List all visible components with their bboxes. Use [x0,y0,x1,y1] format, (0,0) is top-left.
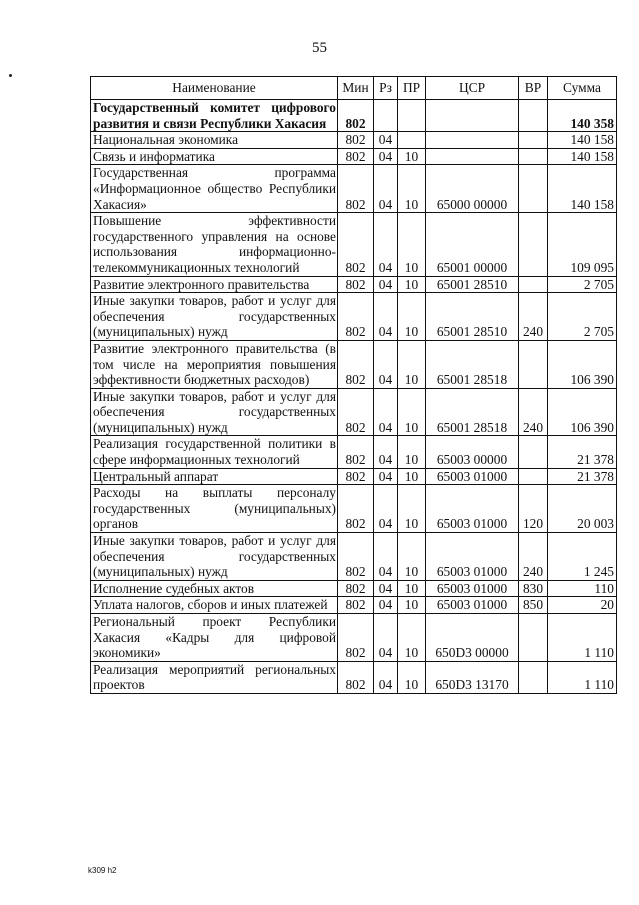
cell-name: Связь и информатика [91,148,338,165]
cell-csr: 65003 00000 [426,436,519,468]
cell-rz: 04 [374,340,398,388]
cell-sum: 1 245 [548,533,617,581]
cell-name: Развитие электронного правительства [91,276,338,293]
cell-csr: 65003 01000 [426,597,519,614]
table-row [91,276,617,293]
table-row [91,293,617,341]
cell-pr: 10 [398,614,426,662]
cell-min: 802 [338,132,374,149]
cell-sum: 1 110 [548,661,617,693]
cell-vr [519,276,548,293]
cell-rz: 04 [374,165,398,213]
cell-csr: 65001 28518 [426,388,519,436]
margin-dot [9,74,12,77]
header-vr: ВР [519,77,548,100]
cell-name: Иные закупки товаров, работ и услуг для обеспечения государственных (муниципальных) нужд [91,293,338,341]
cell-name: Государственная программа «Информационное общество Республики Хакасия» [91,165,338,213]
cell-vr [519,213,548,276]
cell-vr: 850 [519,597,548,614]
cell-min: 802 [338,213,374,276]
cell-csr: 65000 00000 [426,165,519,213]
cell-min: 802 [338,340,374,388]
cell-pr: 10 [398,388,426,436]
cell-pr: 10 [398,148,426,165]
cell-min: 802 [338,485,374,533]
cell-sum: 106 390 [548,340,617,388]
cell-rz: 04 [374,580,398,597]
cell-vr [519,436,548,468]
cell-sum: 110 [548,580,617,597]
cell-pr: 10 [398,580,426,597]
table-row [91,340,617,388]
cell-rz: 04 [374,485,398,533]
cell-name: Реализация мероприятий региональных проектов [91,661,338,693]
table-row [91,661,617,693]
cell-sum: 2 705 [548,293,617,341]
table-row [91,100,617,132]
cell-min: 802 [338,468,374,485]
cell-min: 802 [338,614,374,662]
page-number: 55 [312,40,327,56]
cell-min: 802 [338,165,374,213]
table-row [91,148,617,165]
cell-rz: 04 [374,132,398,149]
header-rz: Рз [374,77,398,100]
cell-rz: 04 [374,276,398,293]
cell-rz: 04 [374,614,398,662]
cell-vr [519,614,548,662]
cell-min: 802 [338,100,374,132]
cell-rz: 04 [374,213,398,276]
cell-vr [519,661,548,693]
cell-min: 802 [338,661,374,693]
cell-rz: 04 [374,388,398,436]
cell-min: 802 [338,580,374,597]
cell-csr: 65003 01000 [426,468,519,485]
cell-sum: 1 110 [548,614,617,662]
cell-name: Повышение эффективности государственного управления на основе использования информационно-телекоммуникационных технологий [91,213,338,276]
cell-sum: 140 358 [548,100,617,132]
header-name: Наименование [91,77,338,100]
cell-sum: 20 [548,597,617,614]
cell-name: Региональный проект Республики Хакасия «Кадры для цифровой экономики» [91,614,338,662]
cell-pr: 10 [398,293,426,341]
cell-pr: 10 [398,468,426,485]
cell-sum: 140 158 [548,148,617,165]
cell-pr: 10 [398,533,426,581]
cell-csr: 65003 01000 [426,533,519,581]
cell-name: Реализация государственной политики в сфере информационных технологий [91,436,338,468]
cell-rz [374,100,398,132]
header-min: Мин [338,77,374,100]
cell-csr: 65001 28510 [426,276,519,293]
header-pr: ПР [398,77,426,100]
cell-min: 802 [338,148,374,165]
table-row [91,533,617,581]
cell-rz: 04 [374,597,398,614]
cell-name: Иные закупки товаров, работ и услуг для обеспечения государственных (муниципальных) нужд [91,533,338,581]
cell-min: 802 [338,388,374,436]
header-sum: Сумма [548,77,617,100]
cell-rz: 04 [374,468,398,485]
cell-rz: 04 [374,533,398,581]
cell-vr: 830 [519,580,548,597]
table-row [91,614,617,662]
table-row [91,388,617,436]
cell-rz: 04 [374,293,398,341]
cell-pr: 10 [398,213,426,276]
cell-pr: 10 [398,597,426,614]
cell-pr: 10 [398,340,426,388]
cell-name: Расходы на выплаты персоналу государственных (муниципальных) органов [91,485,338,533]
cell-rz: 04 [374,436,398,468]
cell-vr [519,165,548,213]
cell-sum: 109 095 [548,213,617,276]
cell-pr: 10 [398,436,426,468]
cell-pr: 10 [398,276,426,293]
cell-pr [398,132,426,149]
cell-csr [426,100,519,132]
table-row [91,597,617,614]
cell-min: 802 [338,276,374,293]
cell-min: 802 [338,533,374,581]
cell-vr [519,132,548,149]
cell-csr: 650D3 00000 [426,614,519,662]
cell-vr: 240 [519,533,548,581]
cell-sum: 106 390 [548,388,617,436]
cell-sum: 21 378 [548,436,617,468]
cell-sum: 140 158 [548,165,617,213]
cell-sum: 21 378 [548,468,617,485]
table-row [91,213,617,276]
table-row [91,132,617,149]
footer-code: k309 h2 [88,866,117,875]
cell-csr: 650D3 13170 [426,661,519,693]
cell-sum: 2 705 [548,276,617,293]
cell-name: Государственный комитет цифрового развития и связи Республики Хакасия [91,100,338,132]
cell-rz: 04 [374,148,398,165]
cell-csr: 65003 01000 [426,580,519,597]
cell-vr: 240 [519,388,548,436]
cell-name: Исполнение судебных актов [91,580,338,597]
cell-vr [519,148,548,165]
cell-pr: 10 [398,485,426,533]
cell-name: Развитие электронного правительства (в том числе на мероприятия повышения эффективности бюджетных расходов) [91,340,338,388]
cell-csr: 65001 00000 [426,213,519,276]
cell-csr: 65003 01000 [426,485,519,533]
cell-name: Иные закупки товаров, работ и услуг для обеспечения государственных (муниципальных) нужд [91,388,338,436]
cell-csr: 65001 28518 [426,340,519,388]
table-row [91,485,617,533]
cell-csr [426,148,519,165]
cell-pr [398,100,426,132]
cell-rz: 04 [374,661,398,693]
cell-name: Уплата налогов, сборов и иных платежей [91,597,338,614]
table-row [91,580,617,597]
table-row [91,436,617,468]
cell-min: 802 [338,436,374,468]
table-row [91,165,617,213]
cell-min: 802 [338,597,374,614]
cell-name: Национальная экономика [91,132,338,149]
cell-csr: 65001 28510 [426,293,519,341]
cell-vr [519,468,548,485]
cell-min: 802 [338,293,374,341]
cell-pr: 10 [398,165,426,213]
cell-name: Центральный аппарат [91,468,338,485]
cell-sum: 140 158 [548,132,617,149]
cell-pr: 10 [398,661,426,693]
cell-vr: 120 [519,485,548,533]
table-row [91,468,617,485]
cell-csr [426,132,519,149]
cell-vr: 240 [519,293,548,341]
header-csr: ЦСР [426,77,519,100]
budget-table [90,76,617,694]
table-header-row [91,77,617,100]
cell-sum: 20 003 [548,485,617,533]
cell-vr [519,100,548,132]
cell-vr [519,340,548,388]
